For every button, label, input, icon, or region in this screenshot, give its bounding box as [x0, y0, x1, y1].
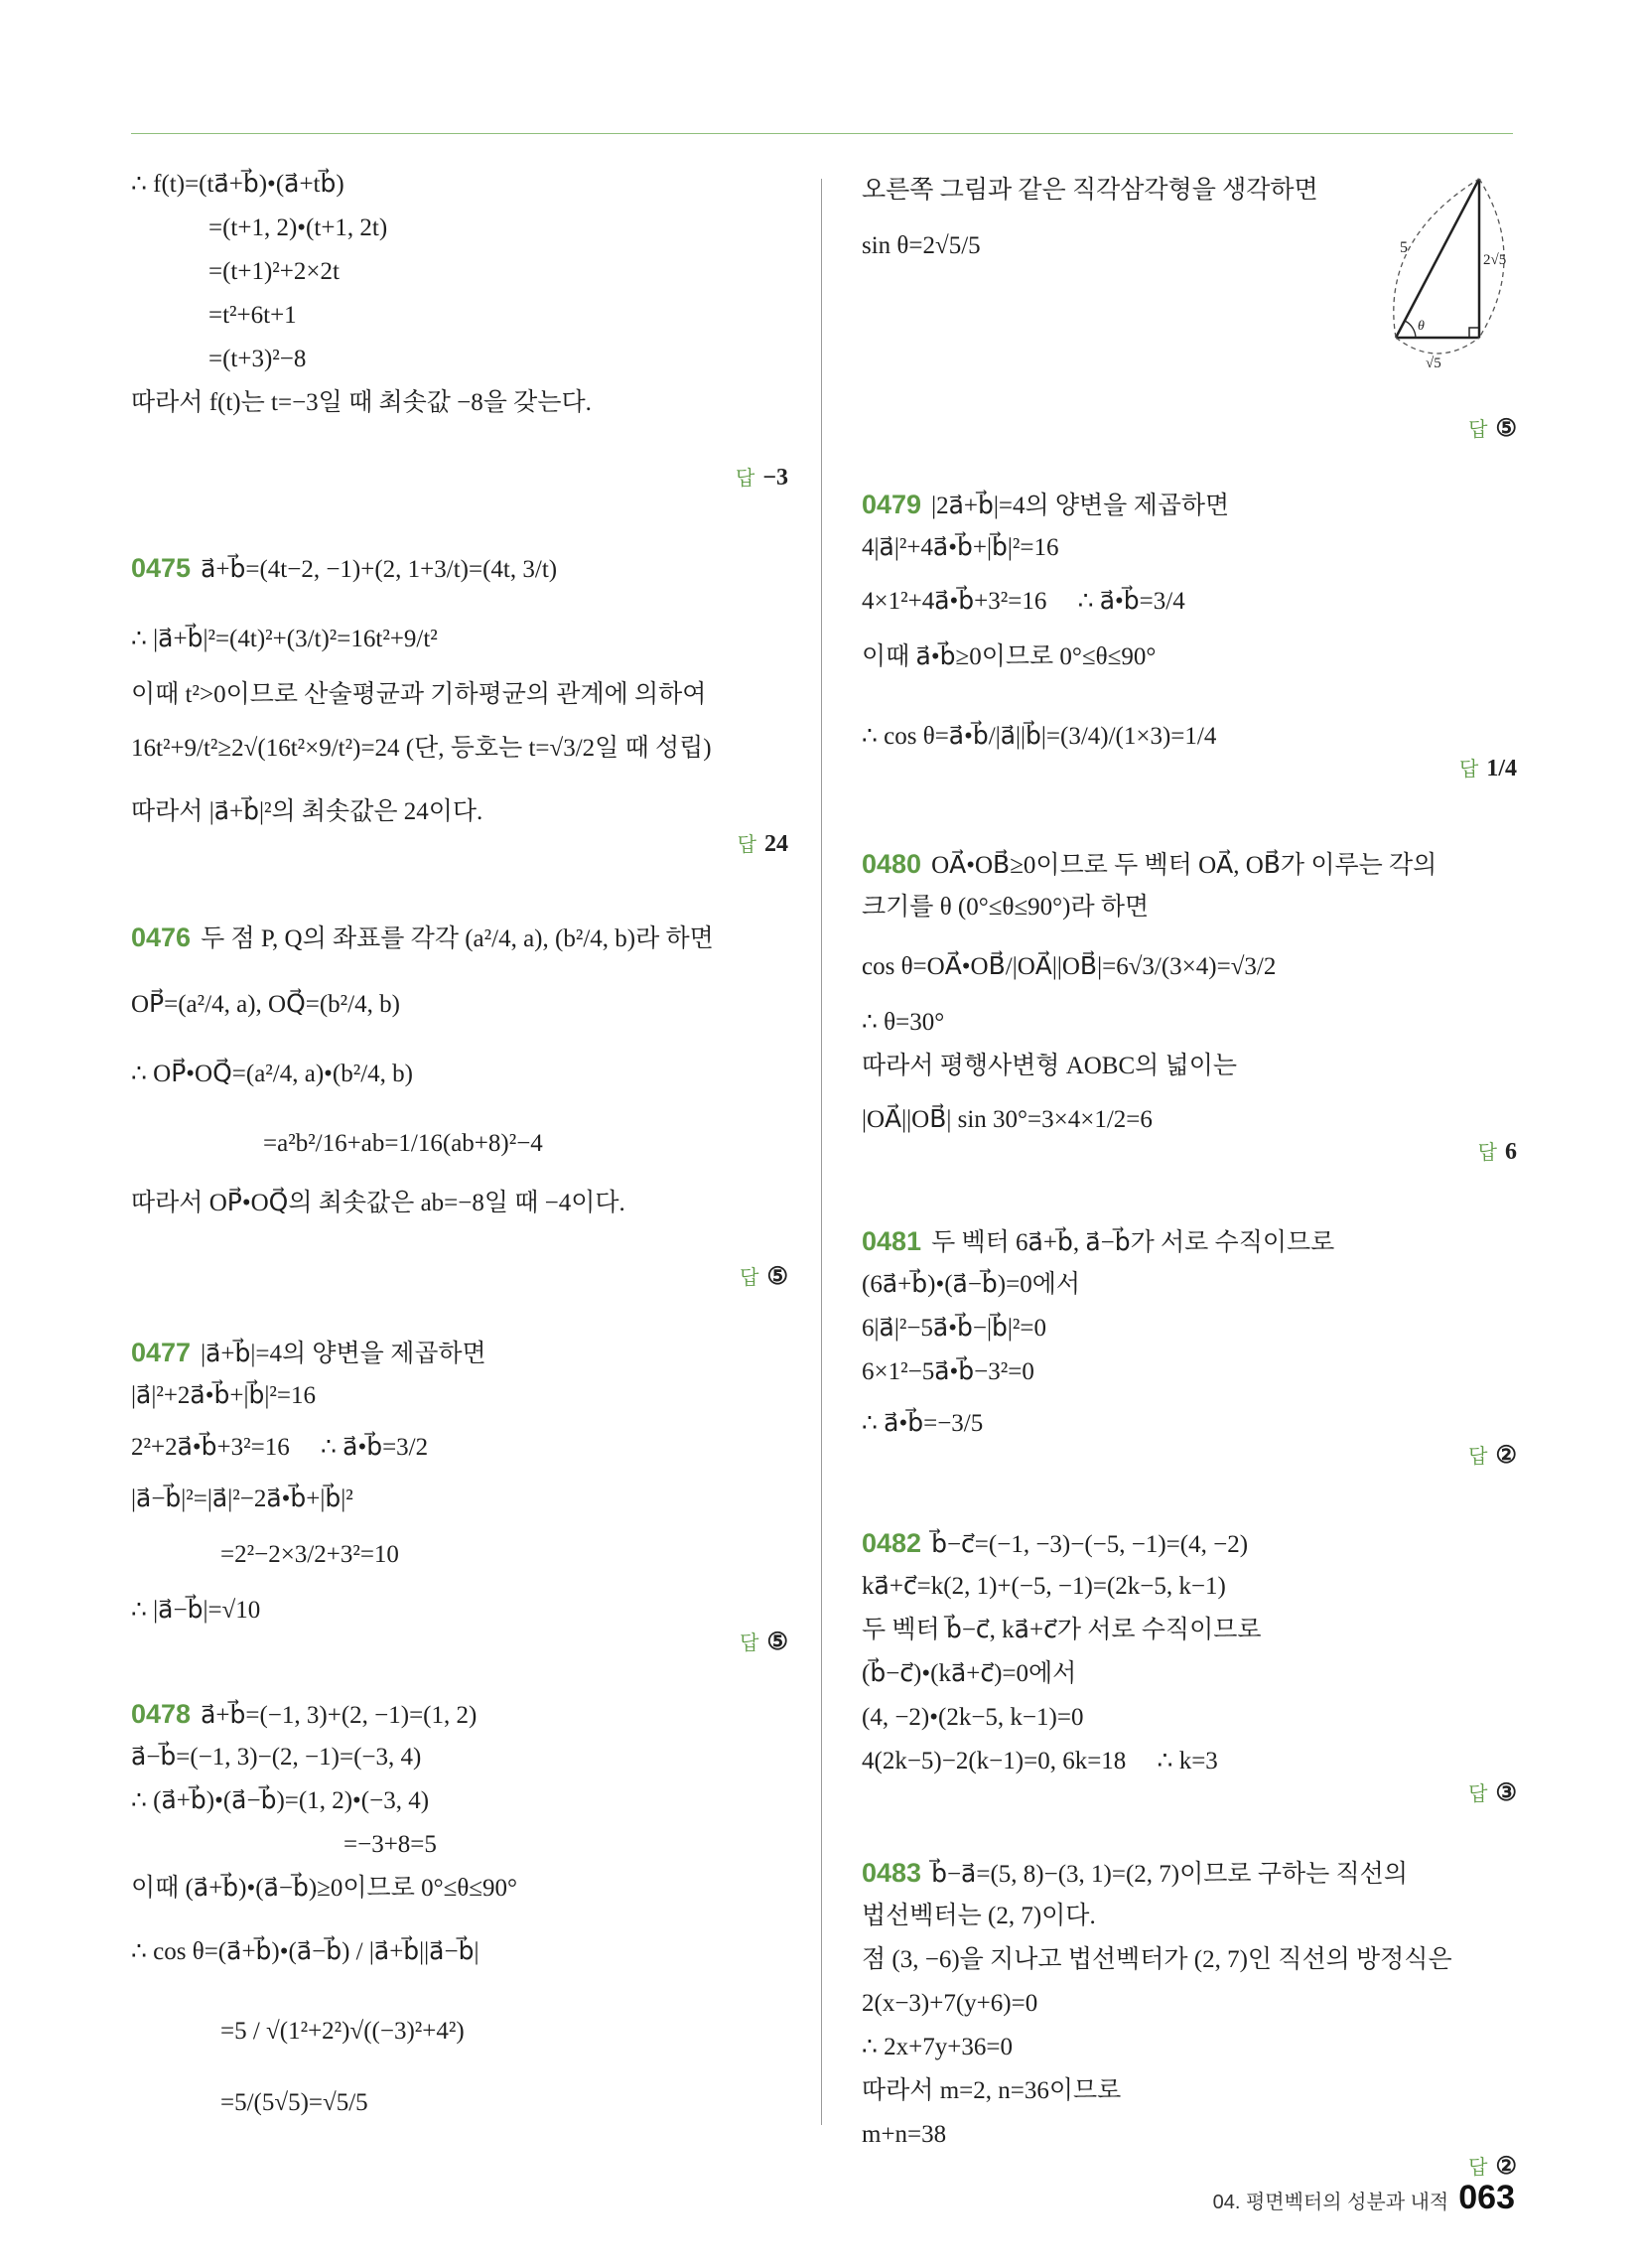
right-triangle-figure [1380, 171, 1529, 369]
math-line: ∴ (a⃗+b⃗)•(a⃗−b⃗)=(1, 2)•(−3, 4) [131, 1787, 430, 1814]
math-line: =(t+3)²−8 [208, 346, 307, 372]
text-line: 점 (3, −6)을 지나고 법선벡터가 (2, 7)인 직선의 방정식은 [862, 1946, 1452, 1973]
page-footer [1205, 2161, 1515, 2217]
problem-number: 0476 [131, 922, 192, 952]
math-line: ∴ 2x+7y+36=0 [862, 2034, 1013, 2060]
math-line: sin θ=2√5/5 [862, 232, 981, 259]
answer [1433, 1746, 1517, 1842]
math-text: 두 점 P, Q의 좌표를 각각 (a²/4, a), (b²/4, b)라 하면 [201, 925, 714, 952]
answer-label: 답 [740, 1632, 759, 1654]
answer-value: −3 [762, 465, 788, 491]
math-line: =a²b²/16+ab=1/16(ab+8)²−4 [263, 1130, 543, 1157]
answer-value: ② [1495, 2154, 1517, 2180]
math-line: ∴ cos θ=(a⃗+b⃗)•(a⃗−b⃗) / |a⃗+b⃗||a⃗−b⃗| [131, 1938, 479, 1965]
header-rule [131, 133, 1513, 134]
math-line [862, 1527, 1248, 1561]
answer-value: ⑤ [766, 1630, 788, 1655]
math-line: =(t+1, 2)•(t+1, 2t) [208, 214, 388, 241]
math-line: 2(x−3)+7(y+6)=0 [862, 1990, 1038, 2017]
math-text: a⃗+b⃗=(4t−2, −1)+(2, 1+3/t)=(4t, 3/t) [201, 556, 558, 583]
answer [702, 796, 788, 893]
angle-label: θ [1418, 319, 1425, 334]
column-divider [821, 179, 822, 2125]
answer-value: 24 [764, 831, 788, 857]
math-line: |a⃗−b⃗|²=|a⃗|²−2a⃗•b⃗+|b⃗|² [131, 1486, 353, 1512]
text-line: 이때 a⃗•b⃗≥0이므로 0°≤θ≤90° [862, 643, 1157, 670]
math-line: 4(2k−5)−2(k−1)=0, 6k=18 ∴ k=3 [862, 1748, 1218, 1774]
math-line [862, 489, 1229, 522]
page-number: 063 [1458, 2179, 1515, 2216]
math-line: 4|a⃗|²+4a⃗•b⃗+|b⃗|²=16 [862, 534, 1059, 561]
problem-number: 0479 [862, 490, 922, 519]
problem-number: 0478 [131, 1699, 192, 1729]
math-line: =t²+6t+1 [208, 302, 297, 329]
math-line: =2²−2×3/2+3²=10 [220, 1541, 399, 1568]
math-text: |2a⃗+b⃗|=4의 양변을 제곱하면 [931, 493, 1230, 519]
text-line: 따라서 평행사변형 AOBC의 넓이는 [862, 1053, 1238, 1079]
answer [704, 1595, 788, 1691]
math-line: ∴ |a⃗−b⃗|=√10 [131, 1597, 261, 1624]
problem-number: 0477 [131, 1338, 192, 1367]
problem-number: 0483 [862, 1858, 922, 1888]
hypotenuse-label: 5 [1400, 239, 1408, 256]
answer-value: ③ [1495, 1780, 1517, 1806]
answer [1442, 1104, 1517, 1201]
math-line: OP⃗=(a²/4, a), OQ⃗=(b²/4, b) [131, 991, 400, 1018]
math-line: (4, −2)•(2k−5, k−1)=0 [862, 1704, 1084, 1731]
answer-label: 답 [1468, 1446, 1488, 1468]
answer-label: 답 [1468, 1783, 1488, 1805]
base-label: √5 [1426, 355, 1441, 369]
answer-label: 답 [735, 468, 755, 490]
answer [704, 1229, 788, 1326]
math-line: =(t+1)²+2×2t [208, 258, 340, 285]
math-line: (6a⃗+b⃗)•(a⃗−b⃗)=0에서 [862, 1271, 1081, 1298]
math-text: |a⃗+b⃗|=4의 양변을 제곱하면 [201, 1341, 486, 1367]
text-line: 따라서 m=2, n=36이므로 [862, 2077, 1122, 2104]
problem-number: 0482 [862, 1528, 922, 1558]
math-line: (b⃗−c⃗)•(ka⃗+c⃗)=0에서 [862, 1660, 1077, 1687]
answer-value: ⑤ [766, 1264, 788, 1290]
math-line [862, 1857, 1408, 1891]
answer-label: 답 [1477, 1142, 1497, 1164]
height-label: 2√5 [1483, 252, 1507, 268]
math-line: ka⃗+c⃗=k(2, 1)+(−5, −1)=(2k−5, k−1) [862, 1573, 1226, 1600]
math-line: ∴ θ=30° [862, 1009, 945, 1036]
math-line [131, 1337, 486, 1370]
math-line: cos θ=OA⃗•OB⃗/|OA⃗||OB⃗|=6√3/(3×4)=√3/2 [862, 953, 1277, 980]
math-line [131, 1698, 477, 1732]
answer-value: 6 [1505, 1139, 1517, 1165]
math-line [862, 848, 1437, 882]
answer-value: 1/4 [1486, 756, 1517, 781]
math-text: a⃗+b⃗=(−1, 3)+(2, −1)=(1, 2) [201, 1702, 478, 1729]
math-line: 16t²+9/t²≥2√(16t²×9/t²)=24 (단, 등호는 t=√3/2일 때 성립) [131, 735, 712, 762]
math-text: 두 벡터 6a⃗+b⃗, a⃗−b⃗가 서로 수직이므로 [931, 1229, 1335, 1256]
text-line: 법선벡터는 (2, 7)이다. [862, 1903, 1096, 1929]
problem-number: 0481 [862, 1226, 922, 1256]
answer [1424, 721, 1517, 817]
text-line: 따라서 OP⃗•OQ⃗의 최솟값은 ab=−8일 때 −4이다. [131, 1190, 625, 1216]
math-line [862, 1225, 1334, 1259]
problem-number: 0480 [862, 849, 922, 879]
math-text: b⃗−a⃗=(5, 8)−(3, 1)=(2, 7)이므로 구하는 직선의 [931, 1861, 1408, 1888]
math-line: =−3+8=5 [343, 1831, 437, 1858]
math-line: ∴ a⃗•b⃗=−3/5 [862, 1410, 984, 1437]
math-line: 4×1²+4a⃗•b⃗+3²=16 ∴ a⃗•b⃗=3/4 [862, 588, 1185, 615]
answer-label: 답 [1468, 419, 1488, 441]
text-line: 두 벡터 b⃗−c⃗, ka⃗+c⃗가 서로 수직이므로 [862, 1617, 1262, 1643]
answer [1433, 1408, 1517, 1504]
math-line [131, 921, 714, 955]
math-line: |a⃗|²+2a⃗•b⃗+|b⃗|²=16 [131, 1382, 316, 1409]
chapter-title: 04. 평면벡터의 성분과 내적 [1212, 2192, 1449, 2213]
math-line: =5 / √(1²+2²)√((−3)²+4²) [220, 2018, 465, 2045]
math-line: 6×1²−5a⃗•b⃗−3²=0 [862, 1358, 1034, 1385]
answer-label: 답 [737, 834, 756, 856]
answer [700, 430, 788, 526]
text-line: 오른쪽 그림과 같은 직각삼각형을 생각하면 [862, 177, 1318, 204]
math-line: 6|a⃗|²−5a⃗•b⃗−|b⃗|²=0 [862, 1315, 1046, 1342]
math-line: 2²+2a⃗•b⃗+3²=16 ∴ a⃗•b⃗=3/2 [131, 1434, 429, 1461]
text-line: 이때 (a⃗+b⃗)•(a⃗−b⃗)≥0이므로 0°≤θ≤90° [131, 1875, 518, 1902]
text-line: 따라서 f(t)는 t=−3일 때 최솟값 −8을 갖는다. [131, 389, 592, 416]
problem-number: 0475 [131, 553, 192, 583]
math-line: ∴ cos θ=a⃗•b⃗/|a⃗||b⃗|=(3/4)/(1×3)=1/4 [862, 723, 1217, 750]
math-line: =5/(5√5)=√5/5 [220, 2089, 368, 2116]
math-text: b⃗−c⃗=(−1, −3)−(−5, −1)=(4, −2) [931, 1531, 1249, 1558]
math-line: |OA⃗||OB⃗| sin 30°=3×4×1/2=6 [862, 1106, 1153, 1133]
answer-label: 답 [1468, 2157, 1488, 2179]
text-line: 이때 t²>0이므로 산술평균과 기하평균의 관계에 의하여 [131, 681, 707, 708]
answer-label: 답 [1459, 759, 1479, 780]
answer-label: 답 [740, 1267, 759, 1289]
math-line [131, 552, 557, 586]
math-text: OA⃗•OB⃗≥0이므로 두 벡터 OA⃗, OB⃗가 이루는 각의 [931, 852, 1437, 879]
text-line: 크기를 θ (0°≤θ≤90°)라 하면 [862, 894, 1150, 921]
math-line: ∴ f(t)=(ta⃗+b⃗)•(a⃗+tb⃗) [131, 171, 344, 198]
answer [1433, 381, 1517, 478]
answer-value: ② [1495, 1443, 1517, 1469]
math-line: m+n=38 [862, 2121, 947, 2148]
math-line: a⃗−b⃗=(−1, 3)−(2, −1)=(−3, 4) [131, 1744, 422, 1771]
text-line: 따라서 |a⃗+b⃗|²의 최솟값은 24이다. [131, 798, 483, 825]
math-line: ∴ OP⃗•OQ⃗=(a²/4, a)•(b²/4, b) [131, 1061, 413, 1087]
answer-value: ⑤ [1495, 416, 1517, 442]
math-line: ∴ |a⃗+b⃗|²=(4t)²+(3/t)²=16t²+9/t² [131, 626, 438, 652]
